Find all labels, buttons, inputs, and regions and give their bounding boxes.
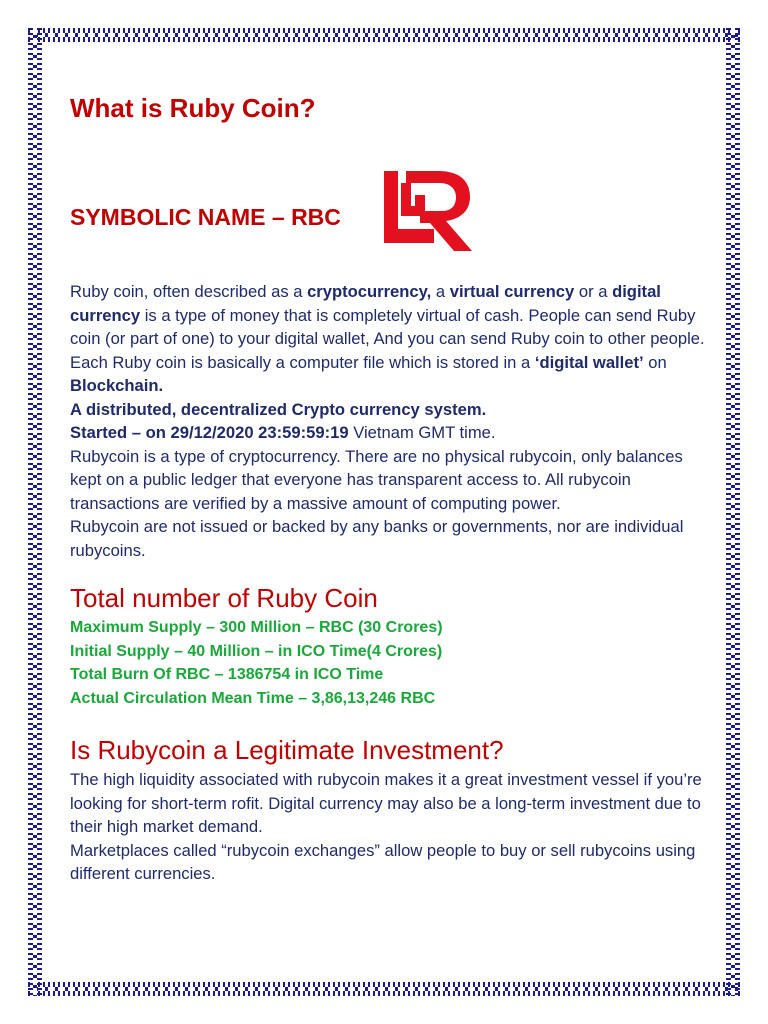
supply-item-initial: Initial Supply – 40 Million – in ICO Time(4 Crores) <box>70 642 443 660</box>
intro-section <box>70 280 710 562</box>
text: a <box>431 282 450 301</box>
term-virtual-currency: virtual currency <box>449 282 575 301</box>
text: is a type of money that is completely virtual of cash. People can send Ruby coin (or part of one) to your digital wallet, And you can send Ruby coin to other people. Each Ruby coin is basically a computer file which is stored in a <box>70 305 705 372</box>
term-blockchain: Blockchain. <box>70 376 164 395</box>
border-right <box>726 28 740 996</box>
legit-section <box>70 732 710 886</box>
rbc-logo-icon <box>376 165 476 255</box>
start-date <box>70 421 710 445</box>
border-top <box>28 28 740 42</box>
total-heading: Total number of Ruby Coin <box>70 583 378 613</box>
text: on <box>643 352 667 372</box>
supply-list <box>70 616 710 710</box>
total-section <box>70 580 710 710</box>
system-description: A distributed, decentralized Crypto currency system. <box>70 399 487 419</box>
supply-item-burn: Total Burn Of RBC – 1386754 in ICO Time <box>70 666 384 683</box>
intro-paragraph <box>70 280 710 398</box>
term-cryptocurrency: cryptocurrency, <box>307 282 432 301</box>
start-date-value: Started – on 29/12/2020 23:59:59:19 <box>70 423 349 442</box>
document-body <box>70 88 710 886</box>
liquidity-paragraph: The high liquidity associated with rubycoin makes it a great investment vessel if you’re looking for short-term rofit. Digital currency may also be a long-term investment due to their high market demand. <box>70 770 702 836</box>
start-date-timezone: Vietnam GMT time. <box>348 423 496 442</box>
border-bottom <box>28 982 740 996</box>
supply-item-max: Maximum Supply – 300 Million – RBC (30 Crores) <box>70 619 443 636</box>
symbolic-name: SYMBOLIC NAME – RBC <box>70 204 341 230</box>
legit-heading: Is Rubycoin a Legitimate Investment? <box>70 735 504 765</box>
term-digital-wallet: ‘digital wallet’ <box>534 352 644 372</box>
exchanges-paragraph: Marketplaces called “rubycoin exchanges” allow people to buy or sell rubycoins using different currencies. <box>70 840 696 883</box>
issuance-paragraph: Rubycoin are not issued or backed by any banks or governments, nor are individual rubycoins. <box>70 517 684 560</box>
supply-item-circulation: Actual Circulation Mean Time – 3,86,13,246 RBC <box>70 689 436 707</box>
symbol-row <box>70 190 710 250</box>
ledger-paragraph: Rubycoin is a type of cryptocurrency. There are no physical rubycoin, only balances kept on a public ledger that everyone has transparent access to. All rubycoin transactions are verified by a massive amount of computing power. <box>70 446 683 513</box>
term-digital-currency: digital currency <box>70 282 661 325</box>
page-title: What is Ruby Coin? <box>70 93 316 123</box>
legit-body <box>70 768 710 886</box>
text: or a <box>574 282 613 301</box>
border-left <box>28 28 42 996</box>
text: Ruby coin, often described as a <box>70 282 308 301</box>
